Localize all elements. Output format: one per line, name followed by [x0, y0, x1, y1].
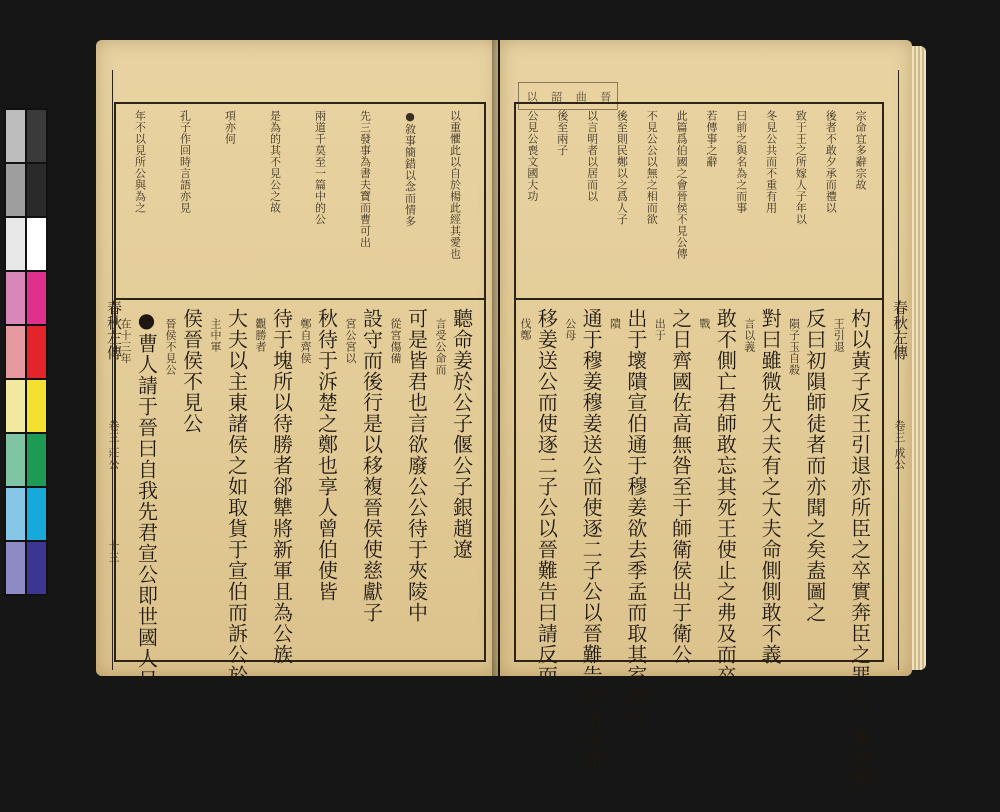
- color-swatch: [6, 434, 25, 486]
- commentary-column: 致于王之所嫁人子年以: [794, 110, 808, 225]
- interlinear-note: 鄭自齊侯: [299, 318, 312, 364]
- interlinear-note: 伐鄭: [519, 318, 532, 341]
- main-text-column: 待于塊所以待勝者郤犨將新軍且為公族: [269, 308, 294, 665]
- right-page-section-label: 卷三 成公: [893, 420, 906, 470]
- color-swatch: [27, 542, 46, 594]
- commentary-column: 兩道千莫至一篇中的公: [313, 110, 327, 225]
- commentary-column: 後至兩子: [555, 110, 569, 156]
- right-page-divider: [516, 298, 882, 300]
- color-swatch: [6, 488, 25, 540]
- main-text-column: 聽命姜於公子偃公子銀趙遼: [449, 308, 474, 560]
- color-swatch: [27, 272, 46, 324]
- main-text-column: 秋待于泝楚之鄭也享人曾伯使皆: [314, 308, 339, 602]
- interlinear-note: 戰: [698, 318, 711, 330]
- commentary-column: 以重懼此以自於楊此經其愛也: [448, 110, 462, 260]
- commentary-column: 若傳事之辭: [704, 110, 718, 168]
- color-swatch: [27, 164, 46, 216]
- main-text-column: 大夫以主東諸侯之如取貨于宣伯而訴公於: [224, 308, 249, 686]
- color-swatch: [6, 110, 25, 162]
- interlinear-note: 從宮傷備: [389, 318, 402, 364]
- commentary-column: 是為的其不見公之故: [268, 110, 282, 214]
- right-page-margin-column: [886, 70, 912, 670]
- seal-character: 晉: [598, 90, 612, 102]
- commentary-column: 冬見公共而不重有用: [764, 110, 778, 214]
- left-page: [96, 40, 498, 690]
- left-page-header-label: 春秋左傳: [105, 300, 123, 360]
- right-page-header-label: 春秋左傳: [891, 300, 909, 360]
- commentary-column: 後至則民鄭以之爲人子: [615, 110, 629, 225]
- open-book: [96, 34, 926, 812]
- color-swatch: [27, 488, 46, 540]
- right-page: [500, 40, 912, 812]
- interlinear-note: 言受公命而: [434, 318, 447, 376]
- interlinear-note: 在十三年: [119, 318, 132, 364]
- color-swatch: [6, 380, 25, 432]
- commentary-column: 孔子作回時言語亦見: [178, 110, 192, 214]
- main-text-column: ●曹人請于晉曰自我先君宣公即世國人日: [134, 308, 159, 690]
- main-text-column: 杓以黃子反王引退亦所臣之卒實奔臣之罪也子重使謂子: [847, 308, 872, 812]
- main-text-column: 侯晉侯不見公: [179, 308, 204, 434]
- main-text-column: 移姜送公而使逐二子公以晉難告曰請反而: [534, 308, 559, 686]
- seal-character: 以: [525, 90, 539, 102]
- commentary-column: 後者不敢夕承而禮以: [824, 110, 838, 214]
- left-page-section-label: 卷三 莊公: [107, 420, 120, 470]
- color-swatch: [27, 326, 46, 378]
- commentary-column: 不見公公以無之相而欲: [645, 110, 659, 225]
- commentary-column: 以言明者以居而以: [585, 110, 599, 202]
- color-calibration-strip: [4, 108, 48, 596]
- main-text-column: 對曰雖微先大夫有之大夫命側側敢不義: [758, 308, 783, 665]
- color-swatch: [6, 272, 25, 324]
- color-swatch: [27, 110, 46, 162]
- color-swatch: [6, 218, 25, 270]
- commentary-column: ●敘事簡錯以念而情多: [403, 110, 417, 227]
- commentary-column: 公見公喪文國大功: [525, 110, 539, 202]
- main-text-column: 設守而後行是以移複晉侯使慈獻子: [359, 308, 384, 623]
- commentary-column: 年不以見所公與為之: [133, 110, 147, 214]
- main-text-column: 反曰初隕師徒者而亦聞之矣盍圖之: [802, 308, 827, 623]
- right-page-text-frame: [514, 102, 884, 812]
- seal-character: 韶: [549, 90, 563, 102]
- color-swatch: [6, 326, 25, 378]
- main-text-column: 出于壞隤宣伯通于穆姜欲去季孟而取其室將行: [623, 308, 648, 728]
- interlinear-note: 隕子玉自殺: [787, 318, 801, 376]
- commentary-column: 項亦何: [223, 110, 237, 145]
- left-page-divider: [116, 298, 484, 300]
- interlinear-note: 言以義: [742, 318, 756, 353]
- commentary-column: 此篇爲伯國之會晉侯不見公傳: [675, 110, 689, 260]
- main-text-column: 通于穆姜穆姜送公而使逐二子公以晉難告曰請反而: [579, 308, 604, 770]
- interlinear-note: 王引退: [832, 318, 846, 353]
- interlinear-note: 晉侯不見公: [164, 318, 177, 376]
- color-swatch: [6, 164, 25, 216]
- color-swatch: [27, 218, 46, 270]
- interlinear-note: 公母: [563, 318, 577, 341]
- left-page-text-frame: [114, 102, 486, 690]
- seal-character: 曲: [574, 90, 588, 102]
- main-text-column: 敢不側亡君師敢忘其死王使止之弗及而卒: [713, 308, 738, 686]
- interlinear-note: 主中軍: [209, 318, 222, 353]
- main-text-column: 之日齊國佐高無咎至于師衛侯出于衛公: [668, 308, 693, 665]
- commentary-column: 曰前之與名為之而事: [734, 110, 748, 214]
- main-text-column: 可是皆君也言欲廢公公待于夾陵中: [404, 308, 429, 623]
- commentary-column: 宗命宜多辭宗故: [854, 110, 868, 191]
- commentary-column: 先三發事為書夫寶而曹可出: [358, 110, 372, 248]
- interlinear-note: 隤: [608, 318, 622, 330]
- interlinear-note: 宮公宮以: [344, 318, 357, 364]
- interlinear-note: 觀勝者: [254, 318, 267, 353]
- interlinear-note: 出于: [653, 318, 667, 341]
- color-swatch: [27, 434, 46, 486]
- color-swatch: [6, 542, 25, 594]
- left-page-number: 十三: [107, 540, 120, 563]
- color-swatch: [27, 380, 46, 432]
